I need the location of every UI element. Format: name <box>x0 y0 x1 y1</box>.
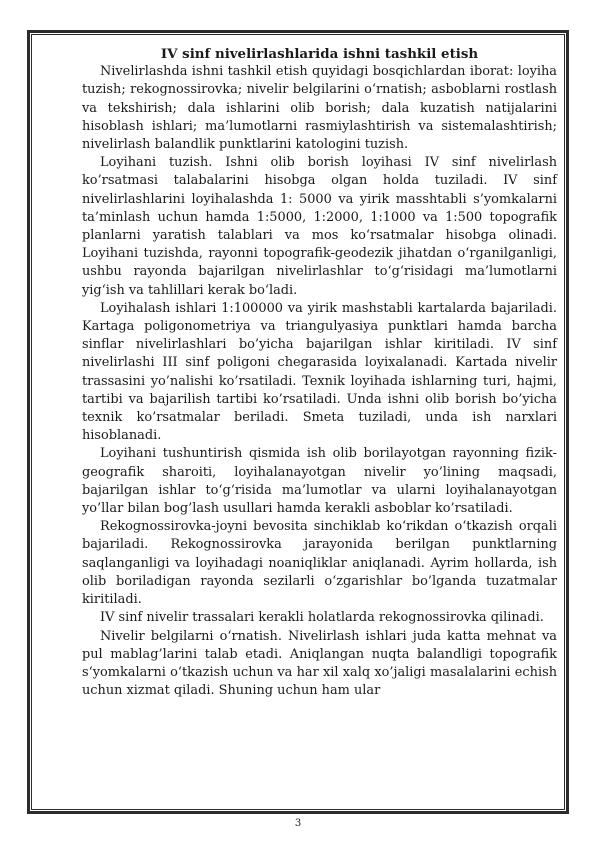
paragraph-trace-reconnaissance: IV sinf nivelir trassalari kerakli holatlarda rekognossirovka qilinadi. <box>100 610 544 626</box>
page-number: 3 <box>294 818 302 829</box>
paragraph-reconnaissance: Rekognossirovka-joyni bevosita sinchiklab ko‘rikdan o‘tkazish orqali bajariladi. Rekognossirovka jarayonida berilgan punktlarning saqlanganligi va loyihadagi noaniqliklar aniqlanadi. Ayrim hollarda, ish olib boriladigan rayonda sezilarli o‘zgarishlar bo’lganda tuzatmalar kiritiladi. <box>82 519 557 608</box>
paragraph-explanatory-part: Loyihani tushuntirish qismida ish olib borilayotgan rayonning fizik-geografik sharoiti, loyihalanayotgan nivelir yo’lining maqsadi, bajarilgan ishlar to‘g‘risida ma’lumotlar va ularni loyihalanayotgan yo’llar bilan bog’lash usullari hamda kerakli asboblar ko’rsatiladi. <box>82 446 557 517</box>
section-title: IV sinf nivelirlashlarida ishni tashkil etish <box>160 46 479 62</box>
paragraph-stages: Nivelirlashda ishni tashkil etish quyidagi bosqichlardan iborat: loyiha tuzish; rekognossirovka; nivelir belgilarini o‘rnatish; asboblarni rostlash va tekshirish; dala ishlarini olib borish; dala kuzatish natijalarini hisoblash ishlari; ma’lumotlarni rasmiylashtirish va sistemalashtirish; nivelirlash balandlik punktlarini katologini tuzish. <box>82 64 557 153</box>
paragraph-benchmarks: Nivelir belgilarni o‘rnatish. Nivelirlash ishlari juda katta mehnat va pul mablag’larini talab etadi. Aniqlangan nuqta balandligi topografik s‘yomkalarni o‘tkazish uchun va har xil xalq xo’jaligi masalalarini echish uchun xizmat qiladi. Shuning uchun ham ular <box>82 628 557 699</box>
paragraph-design-works: Loyihalash ishlari 1:100000 va yirik mashstabli kartalarda bajariladi. Kartaga poligonometriya va triangulyasiya punktlari hamda barcha sinflar nivelirlashlari bo’yicha bajarilgan ishlar kiritiladi. IV sinf nivelirlashi III sinf poligoni chegarasida loyixalanadi. Kartada nivelir trassasini yo’nalishi ko’rsatiladi. Texnik loyihada ishlarning turi, hajmi, tartibi va bajarilish tartibi ko’rsatiladi. Unda ishni olib borish bo’yicha texnik ko’rsatmalar beriladi. Smeta tuziladi, unda ish narxlari hisoblanadi. <box>82 300 557 444</box>
page-content <box>82 45 557 700</box>
paragraph-project-design: Loyihani tuzish. Ishni olib borish loyihasi IV sinf nivelirlash ko’rsatmasi talabalarini hisobga olgan holda tuziladi. IV sinf nivelirlashlarini loyihalashda 1: 5000 va yirik masshtabli s’yomkalarni ta’minlash uchun hamda 1:5000, 1:2000, 1:1000 va 1:500 topografik planlarni yaratish talablari va mos ko‘rsatmalar hisobga olinadi. Loyihani tuzishda, rayonni topografik-geodezik jihatdan o‘rganilganligi, ushbu rayonda bajarilgan nivelirlashlar to‘g‘risidagi ma’lumotlarni yig‘ish va tahlillari kerak bo‘ladi. <box>82 155 557 298</box>
